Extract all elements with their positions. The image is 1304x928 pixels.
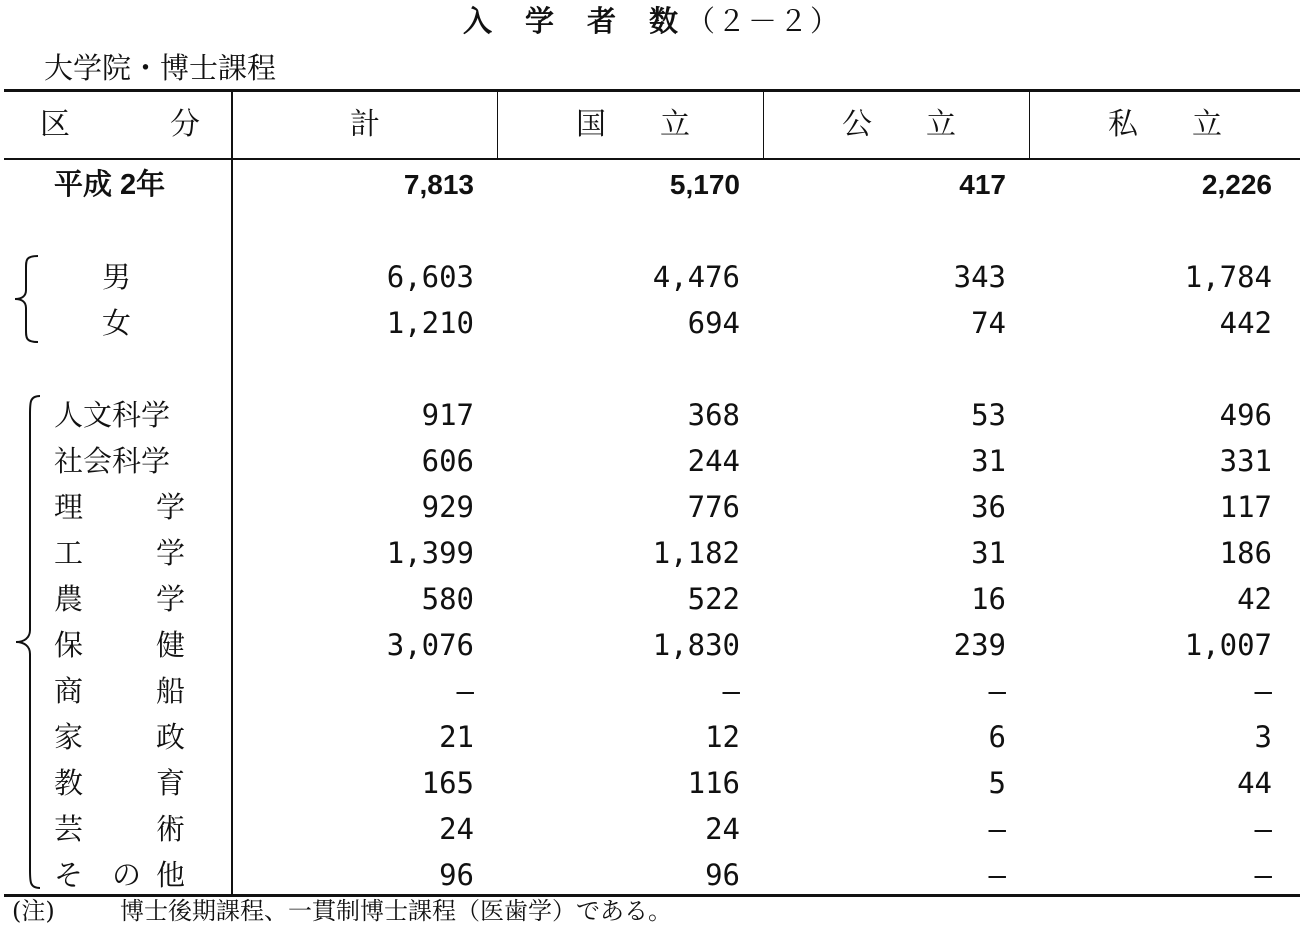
table-cell: 580 <box>421 582 474 616</box>
field-label: 教 <box>54 766 84 800</box>
footnote-text: 博士後期課程、一貫制博士課程（医歯学）である。 <box>120 897 672 925</box>
table-cell: 1,784 <box>1184 260 1272 294</box>
table-cell: 117 <box>1219 490 1272 524</box>
page-title <box>0 0 1304 42</box>
total-row-total: 7,813 <box>403 169 474 200</box>
table-cell: 776 <box>687 490 740 524</box>
table-cell: 31 <box>971 536 1006 570</box>
table-cell: 1,830 <box>652 628 740 662</box>
table-cell: 53 <box>971 398 1006 432</box>
table-cell: 5 <box>988 766 1006 800</box>
table-cell: 24 <box>705 812 740 846</box>
gender-brace-icon <box>12 254 42 344</box>
table-cell: 116 <box>687 766 740 800</box>
table-cell: 244 <box>687 444 740 478</box>
table-cell: — <box>456 674 474 708</box>
table-cell: 343 <box>953 260 1006 294</box>
table-cell: 96 <box>705 858 740 892</box>
header-koritsu-b: 立 <box>926 107 956 142</box>
header-rule <box>4 158 1300 160</box>
header-kokuritsu-b: 立 <box>660 107 690 142</box>
gender-label: 女 <box>102 306 132 340</box>
header-divider-3 <box>1029 89 1030 159</box>
table-cell: 42 <box>1237 582 1272 616</box>
total-row-koritsu: 417 <box>959 169 1006 200</box>
table-cell: 1,007 <box>1184 628 1272 662</box>
table-cell: 522 <box>687 582 740 616</box>
total-row-label: 平成 2年 <box>54 169 166 201</box>
table-cell: 917 <box>421 398 474 432</box>
table-cell: 239 <box>953 628 1006 662</box>
table-cell: — <box>1254 812 1272 846</box>
header-koritsu-a: 公 <box>842 107 872 142</box>
table-cell: 21 <box>439 720 474 754</box>
header-divider-2 <box>763 89 764 159</box>
field-brace-icon <box>12 394 42 890</box>
field-label: 人文科学 <box>54 398 171 432</box>
field-label-suffix: 船 <box>156 674 186 708</box>
field-label-suffix: 健 <box>156 628 186 662</box>
field-label-suffix: 政 <box>156 720 186 754</box>
title-sub: （２－２） <box>686 4 842 38</box>
field-label: 商 <box>54 674 84 708</box>
footnote-prefix: (注) <box>12 897 55 925</box>
table-cell: — <box>722 674 740 708</box>
table-cell: 6,603 <box>386 260 474 294</box>
table-cell: 6 <box>988 720 1006 754</box>
header-divider-1 <box>497 89 498 159</box>
table-cell: 44 <box>1237 766 1272 800</box>
table-cell: 16 <box>971 582 1006 616</box>
header-total: 計 <box>350 107 380 142</box>
field-label: 工 <box>54 536 84 570</box>
header-kubun-a: 区 <box>40 107 70 142</box>
table-cell: 12 <box>705 720 740 754</box>
table-cell: 1,182 <box>652 536 740 570</box>
field-label: 農 <box>54 582 84 616</box>
field-label: 社会科学 <box>54 444 171 478</box>
table-cell: 4,476 <box>652 260 740 294</box>
table-cell: 1,399 <box>386 536 474 570</box>
table-cell: 186 <box>1219 536 1272 570</box>
table-cell: 331 <box>1219 444 1272 478</box>
table-cell: — <box>988 674 1006 708</box>
table-cell: 694 <box>687 306 740 340</box>
header-shiritsu-a: 私 <box>1108 107 1138 142</box>
table-cell: 165 <box>421 766 474 800</box>
field-label: 家 <box>54 720 84 754</box>
table-cell: 3 <box>1254 720 1272 754</box>
field-label: 芸 <box>54 812 84 846</box>
field-label-suffix: 学 <box>156 536 186 570</box>
label-column-divider <box>231 89 233 897</box>
field-label-suffix: 他 <box>156 858 186 892</box>
table-cell: 496 <box>1219 398 1272 432</box>
table-cell: 24 <box>439 812 474 846</box>
table-cell: 1,210 <box>386 306 474 340</box>
table-cell: 606 <box>421 444 474 478</box>
table-cell: 368 <box>687 398 740 432</box>
table-cell: 442 <box>1219 306 1272 340</box>
field-label: 理 <box>54 490 84 524</box>
table-cell: — <box>988 812 1006 846</box>
field-label: そ の <box>54 858 142 892</box>
field-label-suffix: 学 <box>156 490 186 524</box>
header-shiritsu-b: 立 <box>1192 107 1222 142</box>
table-cell: 929 <box>421 490 474 524</box>
table-cell: — <box>1254 674 1272 708</box>
table-cell: — <box>1254 858 1272 892</box>
table-cell: 36 <box>971 490 1006 524</box>
table-cell: — <box>988 858 1006 892</box>
table-cell: 3,076 <box>386 628 474 662</box>
header-kubun-b: 分 <box>170 107 200 142</box>
header-kokuritsu-a: 国 <box>576 107 606 142</box>
title-main: 入 学 者 数 <box>462 4 680 38</box>
table-cell: 31 <box>971 444 1006 478</box>
field-label-suffix: 術 <box>156 812 186 846</box>
gender-label: 男 <box>102 260 132 294</box>
table-subtitle: 大学院・博士課程 <box>44 51 277 85</box>
total-row-kokuritsu: 5,170 <box>669 169 740 200</box>
table-cell: 96 <box>439 858 474 892</box>
field-label-suffix: 学 <box>156 582 186 616</box>
field-label: 保 <box>54 628 84 662</box>
total-row-shiritsu: 2,226 <box>1201 169 1272 200</box>
table-cell: 74 <box>971 306 1006 340</box>
field-label-suffix: 育 <box>156 766 186 800</box>
